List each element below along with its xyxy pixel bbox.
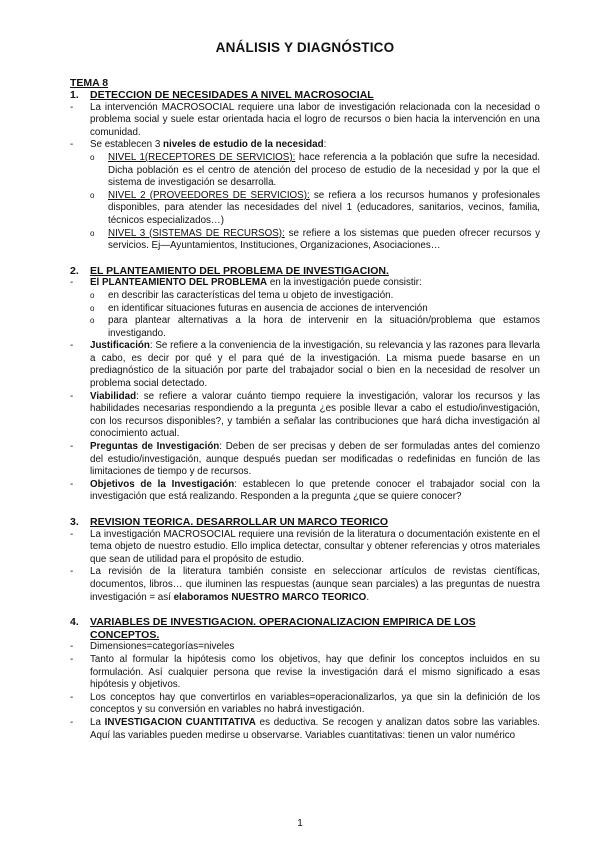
circle-bullet-icon: o xyxy=(90,152,95,162)
circle-bullet-icon: o xyxy=(90,290,95,300)
paragraph: La investigación MACROSOCIAL requiere una revisión de la literatura o documentación existente en el tema objeto de nuestro estudio. Ello implica detectar, consultar y obtener referencias y otros materiales que sean de utilidad para el propósito de estudio. xyxy=(90,528,540,565)
list-item: - Viabilidad: se refiere a valorar cuánto tiempo requiere la investigación, valorar los recursos y las habilidades necesarias respondiendo a la pregunta ¿es posible llevar a cabo el estudio/investigación, con los recursos disponibles?, y también a señalar las contribuciones que hará dicha investigación al conocimiento actual. xyxy=(70,390,540,440)
list-item: - La INVESTIGACION CUANTITATIVA es deductiva. Se recogen y analizan datos sobre las variables. Aquí las variables pueden medirse u observarse. Variables cuantitativas: tienen un valor numérico xyxy=(70,716,540,741)
section-title: DETECCION DE NECESIDADES A NIVEL MACROSOCIAL xyxy=(90,89,374,101)
list-item: - Justificación: Se refiere a la conveniencia de la investigación, su relevancia y las razones para llevarla a cabo, es decir por qué y el para qué de la investigación. La misma puede basarse en un prediagnóstico de la situación por parte del trabajador social o bien en la necesidad de resolver un problema social detectado. xyxy=(70,340,540,390)
section-3-heading xyxy=(70,516,540,529)
list-item xyxy=(70,692,540,717)
dash-bullet: - xyxy=(70,277,74,289)
page-title: ANÁLISIS Y DIAGNÓSTICO xyxy=(215,40,395,55)
sub-list-item: o para plantear alternativas a la hora de intervenir en la situación/problema que estamos investigando. xyxy=(90,315,540,339)
list-item xyxy=(70,102,540,140)
dash-bullet: - xyxy=(70,340,74,352)
section-4-heading xyxy=(70,616,540,641)
dash-bullet: - xyxy=(70,691,74,703)
paragraph: Los conceptos hay que convertirlos en variables=operacionalizarlos, ya que sin la definición de los conceptos y su conversión en variables no habrá investigación. xyxy=(90,691,540,716)
sub-list-item: o en describir las características del tema u objeto de investigación. xyxy=(90,289,394,301)
section-number: 4. xyxy=(70,616,79,629)
dash-bullet: - xyxy=(70,478,74,490)
section-number: 1. xyxy=(70,89,79,101)
list-item: - La revisión de la literatura también consiste en seleccionar artículos de revistas científicas, documentos, libros… que iluminen las respuestas (aunque sean parciales) a las preguntas de nuestra investigación = así elaboramos NUESTRO MARCO TEORICO. xyxy=(70,566,540,603)
section-2-heading xyxy=(70,265,540,278)
paragraph: Dimensiones=categorías=niveles xyxy=(90,641,235,653)
list-item xyxy=(70,641,540,654)
sub-list-item: o NIVEL 2 (PROVEEDORES DE SERVICIOS): se refiera a los recursos humanos y profesionales disponibles, para atender las necesidades del nivel 1 (educadores, sanitarios, vecinos, familia, técnicos especializados…) xyxy=(90,189,541,226)
paragraph: Se establecen 3 niveles de estudio de la necesidad: xyxy=(90,139,327,151)
dash-bullet: - xyxy=(70,101,74,113)
list-item xyxy=(70,139,540,152)
circle-bullet-icon: o xyxy=(90,303,95,313)
circle-bullet-icon: o xyxy=(90,316,95,326)
paragraph: La intervención MACROSOCIAL requiere una labor de investigación relacionada con la necesidad o problema social y suele estar orientada hacia el logro de recursos o bien hacia la intervención en una comunidad. xyxy=(90,101,540,138)
dash-bullet: - xyxy=(70,566,74,578)
dash-bullet: - xyxy=(70,139,74,151)
list-item xyxy=(70,654,540,692)
section-number: 2. xyxy=(70,264,79,277)
paragraph: Tanto al formular la hipótesis como los objetivos, hay que definir los conceptos incluidos en su formulación. Así cualquier persona que revise la investigación dará el mismo significado a esas hipótesis y objetivos. xyxy=(90,653,540,691)
document-page xyxy=(70,40,540,742)
list-item xyxy=(70,529,540,567)
circle-bullet-icon: o xyxy=(90,228,95,238)
circle-bullet-icon: o xyxy=(90,190,95,200)
dash-bullet: - xyxy=(70,653,74,665)
list-item: - El PLANTEAMIENTO DEL PROBLEMA en la investigación puede consistir: xyxy=(70,277,422,289)
sub-list-item: o NIVEL 1(RECEPTORES DE SERVICIOS): hace referencia a la población que sufre la necesidad. Dicha población es el centro de atención del proceso de estudio de la necesidad y por la que el sistema de investigación se desarrolla. xyxy=(90,151,540,189)
dash-bullet: - xyxy=(70,390,74,402)
dash-bullet: - xyxy=(70,716,74,728)
list-item: - Preguntas de Investigación: Deben de ser precisas y deben de ser formuladas antes del comienzo del estudio/investigación, aunque después puedan ser modificadas o redefinidas en función de las limitaciones de tiempo y de recursos. xyxy=(70,441,540,478)
tema-label: TEMA 8 xyxy=(70,77,109,89)
dash-bullet: - xyxy=(70,528,74,540)
dash-bullet: - xyxy=(70,441,74,453)
section-title: REVISION TEORICA. DESARROLLAR UN MARCO TEORICO xyxy=(90,516,389,528)
list-item: - Objetivos de la Investigación: establecen lo que pretende conocer el trabajador social con la investigación que está realizando. Responden a la pregunta ¿que se quiere conocer? xyxy=(70,478,540,503)
section-title: EL PLANTEAMIENTO DEL PROBLEMA DE INVESTIGACION. xyxy=(90,264,389,277)
dash-bullet: - xyxy=(70,641,74,653)
section-1-heading xyxy=(70,89,540,102)
sub-list-item: o en identificar situaciones futuras en ausencia de acciones de intervención xyxy=(90,302,428,314)
sub-list-item: o NIVEL 3 (SISTEMAS DE RECURSOS): se refiere a los sistemas que pueden ofrecer recursos y servicios. Ej—Ayuntamientos, Instituciones, Organizaciones, Asociaciones… xyxy=(90,227,540,252)
section-title: VARIABLES DE INVESTIGACION. OPERACIONALIZACION EMPIRICA DE LOS CONCEPTOS. xyxy=(90,616,476,641)
section-number: 3. xyxy=(70,516,79,528)
page-number: 1 xyxy=(297,818,303,829)
